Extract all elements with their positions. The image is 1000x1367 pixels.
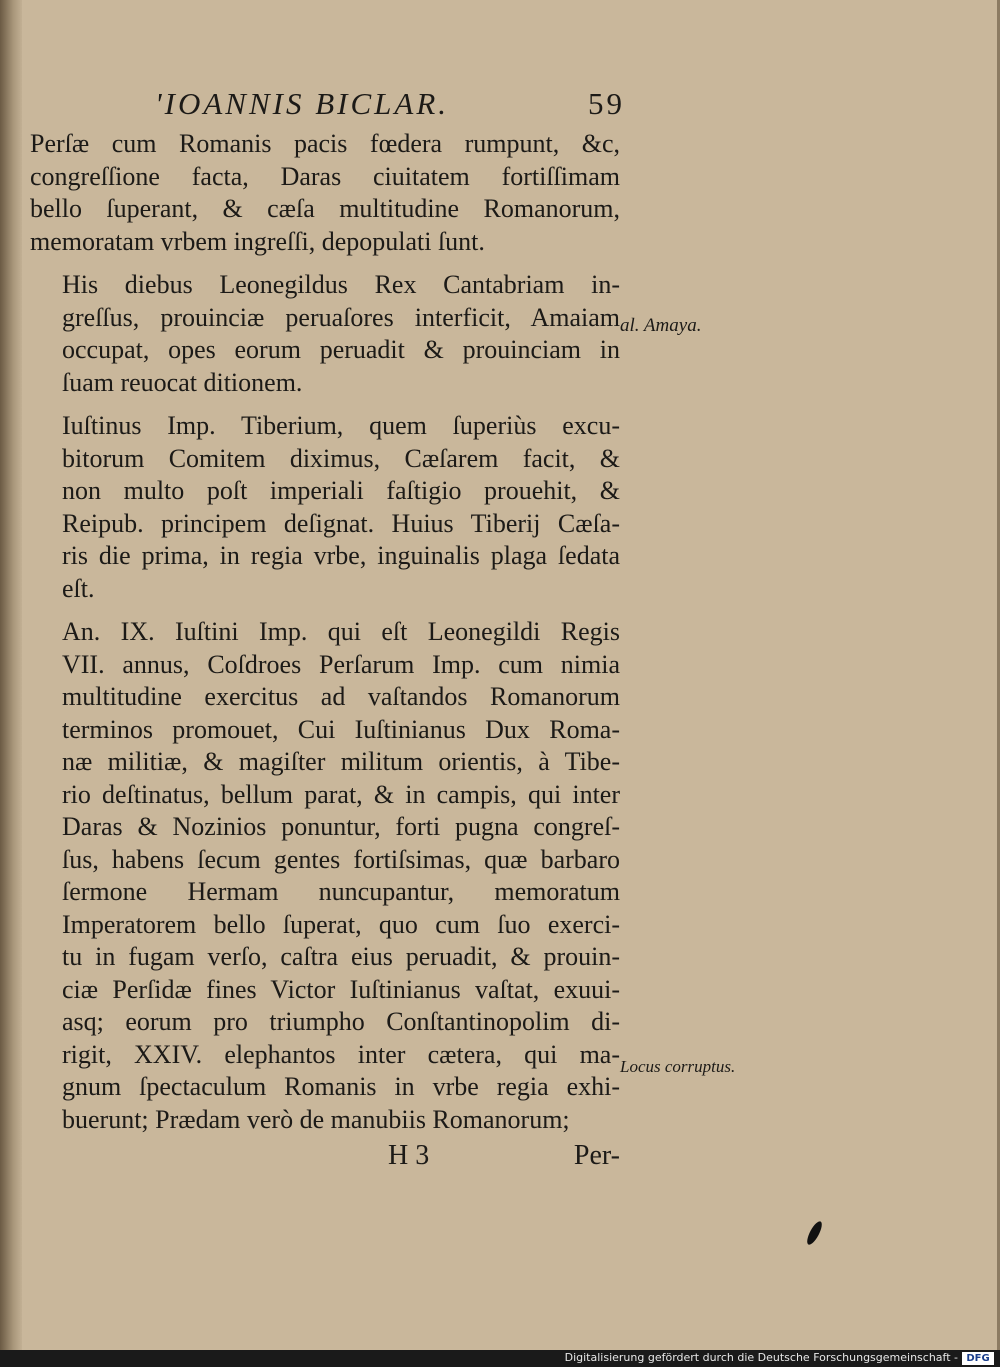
text-line: ciæ Perſidæ fines Victor Iuſtinianus vaſtat, exuui-: [62, 974, 620, 1004]
text-line: VII. annus, Coſdroes Perſarum Imp. cum nimia: [62, 649, 620, 679]
text-line: eſt.: [62, 573, 95, 603]
text-line: rio deſtinatus, bellum parat, & in campis, qui inter: [62, 779, 620, 809]
text-line: Reipub. principem deſignat. Huius Tiberij Cæſa-: [62, 508, 620, 538]
text-line: An. IX. Iuſtini Imp. qui eſt Leonegildi Regis: [62, 617, 620, 646]
book-binding: [0, 0, 22, 1350]
text-line: memoratam vrbem ingreſſi, depopulati ſunt.: [30, 226, 485, 256]
text-line: terminos promouet, Cui Iuſtinianus Dux Roma-: [62, 714, 620, 744]
text-line: ſus, habens ſecum gentes fortiſsimas, quæ barbaro: [62, 844, 620, 874]
text-line: gnum ſpectaculum Romanis in vrbe regia exhi-: [62, 1072, 620, 1101]
running-title: 'IOANNIS BICLAR.: [155, 86, 450, 121]
text-line: multitudine exercitus ad vaſtandos Romanorum: [62, 682, 620, 711]
credit-text: Digitalisierung gefördert durch die Deutsche Forschungsgemeinschaft -: [564, 1351, 958, 1364]
text-line: bello ſuperant, & cæſa multitudine Romanorum,: [30, 194, 620, 223]
paragraph: [30, 128, 620, 258]
text-line: Daras & Nozinios ponuntur, forti pugna congreſ-: [62, 812, 620, 841]
text-line: occupat, opes eorum peruadit & prouinciam in: [62, 335, 620, 364]
paragraph: [30, 269, 620, 399]
page-header: [155, 86, 625, 126]
text-line: bitorum Comitem diximus, Cæſarem facit, &: [62, 443, 620, 473]
text-line: Perſæ cum Romanis pacis fœdera rumpunt, &c,: [30, 129, 620, 158]
text-line: næ militiæ, & magiſter militum orientis, à Tibe-: [62, 747, 620, 776]
margin-note-variant: al. Amaya.: [620, 315, 702, 336]
paragraph: [30, 410, 620, 605]
dfg-logo: DFG: [962, 1352, 994, 1365]
margin-note-corrupt: Locus corruptus.: [620, 1057, 736, 1076]
text-line: asq; eorum pro triumpho Conſtantinopolim di-: [62, 1007, 620, 1036]
ink-blot: [804, 1219, 824, 1246]
text-line: non multo poſt imperiali faſtigio prouehit, &: [62, 476, 620, 505]
page-number: 59: [588, 86, 625, 121]
signature-mark: H 3: [388, 1140, 430, 1171]
text-line: rigit, XXIV. elephantos inter cætera, qui ma-: [62, 1039, 620, 1069]
text-line: ris die prima, in regia vrbe, inguinalis plaga ſedata: [62, 541, 620, 570]
text-line: His diebus Leonegildus Rex Cantabriam in-: [62, 270, 620, 299]
text-line: tu in fugam verſo, caſtra eius peruadit, & prouin-: [62, 942, 620, 971]
catchword: Per-: [573, 1140, 620, 1171]
text-line: ſermone Hermam nuncupantur, memoratum: [62, 877, 620, 906]
paragraph: [30, 616, 620, 1136]
text-line: buerunt; Prædam verò de manubiis Romanorum;: [62, 1104, 570, 1134]
text-line: ſuam reuocat ditionem.: [62, 367, 303, 397]
text-line: Iuſtinus Imp. Tiberium, quem ſuperiùs excu-: [62, 411, 620, 440]
text-line: congreſſione facta, Daras ciuitatem fortiſſimam: [30, 161, 620, 191]
page-footer: [30, 1140, 620, 1176]
text-line: greſſus, prouinciæ peruaſores interficit, Amaiam: [62, 302, 620, 332]
text-line: Imperatorem bello ſuperat, quo cum ſuo exerci-: [62, 909, 620, 939]
main-text: [30, 128, 620, 1147]
